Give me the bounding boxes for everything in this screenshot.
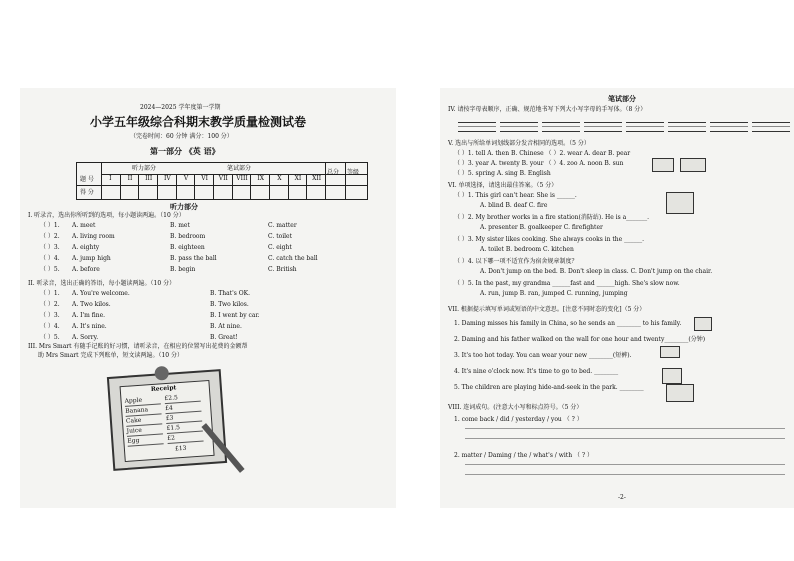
receipt-cost: £2.5	[164, 393, 201, 404]
handwriting-box[interactable]	[710, 122, 748, 132]
receipt-item: Egg	[127, 435, 164, 446]
score-column-7: VII	[213, 175, 233, 199]
receipt-rows	[124, 392, 209, 448]
q7-items	[454, 320, 794, 400]
q1-option-c: C. eight	[268, 244, 292, 251]
writing-header: 笔试部分	[227, 165, 252, 172]
score-column-4: IV	[157, 175, 177, 199]
q2-option-b: B. I went by car.	[210, 312, 260, 319]
q5-row-2: （ ）3. year A. twenty B. your （ ）4. zoo A. noon B. sun	[454, 160, 624, 167]
page-number: -2-	[618, 494, 626, 501]
q8-item-1: 1. come back / did / yesterday / you （ ? ）	[454, 416, 583, 423]
score-column-10: X	[269, 175, 289, 199]
question-numerals	[101, 174, 325, 185]
q1-item-number: （ ）5.	[40, 266, 60, 273]
q2-item-number: （ ）2.	[40, 301, 60, 308]
q2-instruction: II. 听录音，选出正确的答语，每小题读两遍。（10 分）	[28, 280, 176, 287]
score-column-9: IX	[250, 175, 270, 199]
q1-items	[40, 222, 380, 282]
handwriting-box[interactable]	[668, 122, 706, 132]
listening-section-title: 听力部分	[170, 202, 198, 211]
exam-title: 小学五年级综合科期末教学质量检测试卷	[90, 115, 307, 129]
q6-options: A. presenter B. goalkeeper C. firefighter	[480, 224, 603, 231]
listening-header: 听力部分	[132, 165, 157, 172]
receipt-item: Apple	[124, 395, 161, 406]
q2-option-a: A. You're welcome.	[72, 290, 130, 297]
zoo-picture-icon	[652, 158, 674, 172]
q2-option-a: A. I'm fine.	[72, 312, 106, 319]
q7-item: 2. Daming and his father walked on the wall for one hour and twenty________(分钟)	[454, 336, 706, 343]
receipt-cost: £3	[166, 413, 203, 424]
score-table	[76, 162, 368, 200]
q3-line-1: III. Mrs Smart 有随手记账的好习惯，请听录音，在相应的位置写出花费的金额帮	[28, 343, 248, 350]
q6-question: （ ）2. My brother works in a fire station(消防站). He is a_______.	[454, 214, 650, 221]
q7-item: 1. Daming misses his family in China, so he sends an ________ to his family.	[454, 320, 682, 327]
q2-item-number: （ ）3.	[40, 312, 60, 319]
receipt-cost: £2	[167, 433, 204, 444]
q6-question: （ ）4. 以下哪一项不适宜作为宿舍规章制度？	[454, 258, 578, 265]
q7-item: 3. It's too hot today. You can wear your new ________(短裤).	[454, 352, 632, 359]
q2-option-b: B. At nine.	[210, 323, 242, 330]
exam-page-2	[440, 88, 794, 508]
q1-option-b: B. eighteen	[170, 244, 205, 251]
q1-item-number: （ ）4.	[40, 255, 60, 262]
receipt-paper	[120, 380, 215, 462]
total-header: 总分	[327, 169, 340, 176]
q2-item-number: （ ）5.	[40, 334, 60, 341]
sun-picture-icon	[680, 158, 706, 172]
q7-item: 4. It's nine o'clock now. It's time to go to bed. ________	[454, 368, 619, 375]
q6-options: A. run, jump B. ran, jumped C. running, jumping	[480, 290, 628, 297]
time-info: （完卷时间：60 分钟 满分：100 分）	[130, 133, 233, 140]
receipt-board	[107, 369, 227, 471]
score-column-3: III	[138, 175, 158, 199]
score-column-5: V	[176, 175, 196, 199]
part-title: 第一部分 《英 语》	[150, 146, 220, 156]
handwriting-lines	[458, 122, 794, 134]
q1-option-a: A. jump high	[72, 255, 111, 262]
q8-instruction: VIII. 连词成句。(注意大小写和标点符号。（5 分）	[448, 404, 583, 411]
q1-option-b: B. met	[170, 222, 190, 229]
q7-item: 5. The children are playing hide-and-seek in the park. ________	[454, 384, 644, 391]
q1-option-a: A. living room	[72, 233, 115, 240]
row-label-score: 得 分	[80, 189, 94, 196]
q1-option-a: A. before	[72, 266, 100, 273]
clock-picture-icon	[662, 368, 682, 384]
pin-icon	[154, 366, 169, 381]
q1-option-b: B. begin	[170, 266, 196, 273]
q7-instruction: VII. 根据提示填写单词或短语的中文意思。[注意不同时态的变化]（5 分）	[448, 306, 646, 313]
handwriting-box[interactable]	[542, 122, 580, 132]
q2-option-b: B. That's OK.	[210, 290, 251, 297]
q6-instruction: VI. 单项选择，请选出最佳答案。（5 分）	[448, 182, 558, 189]
handwriting-box[interactable]	[458, 122, 496, 132]
q5-row-3: （ ）5. spring A. sing B. English	[454, 170, 551, 177]
grade-header: 等级	[347, 169, 360, 176]
q1-option-c: C. matter	[268, 222, 297, 229]
q2-option-b: B. Two kilos.	[210, 301, 249, 308]
score-column-12: XII	[306, 175, 326, 199]
handwriting-box[interactable]	[752, 122, 790, 132]
q2-option-a: A. Two kilos.	[72, 301, 111, 308]
q6-question: （ ）5. In the past, my grandma ______fast and ______high. She's slow now.	[454, 280, 680, 287]
q1-item-number: （ ）1.	[40, 222, 60, 229]
q1-option-c: C. British	[268, 266, 297, 273]
q2-option-a: A. It's nine.	[72, 323, 107, 330]
q3-line-2: 助 Mrs Smart 完成下列账单，短文读两遍。（10 分）	[38, 352, 184, 359]
score-column-11: XI	[288, 175, 308, 199]
handwriting-box[interactable]	[626, 122, 664, 132]
q5-row-1: （ ）1. tell A. then B. Chinese （ ）2. wear A. dear B. pear	[454, 150, 631, 157]
q1-option-b: B. bedroom	[170, 233, 206, 240]
q1-item-number: （ ）2.	[40, 233, 60, 240]
q1-option-a: A. meet	[72, 222, 96, 229]
q6-options: A. Don't jump on the bed. B. Don't sleep in class. C. Don't jump on the chair.	[480, 268, 713, 275]
term-label: 2024—2025 学年度第一学期	[140, 104, 221, 111]
score-column-6: VI	[194, 175, 214, 199]
hide-and-seek-picture-icon	[666, 384, 694, 402]
receipt-cost: £4	[165, 403, 202, 414]
q6-items	[454, 192, 794, 302]
shorts-picture-icon	[660, 346, 680, 358]
score-column-8: VIII	[232, 175, 252, 199]
q1-item-number: （ ）3.	[40, 244, 60, 251]
score-column-2: II	[120, 175, 140, 199]
envelope-picture-icon	[694, 317, 712, 331]
handwriting-box[interactable]	[584, 122, 622, 132]
q1-option-c: C. catch the ball	[268, 255, 318, 262]
receipt-cost: £1.5	[166, 423, 203, 434]
receipt-header: Receipt	[150, 384, 177, 394]
q5-instruction: V. 选出与所给单词划线部分发音相同的选项。（5 分）	[448, 140, 590, 147]
q2-item-number: （ ）4.	[40, 323, 60, 330]
q1-instruction: I. 听录音，选出你所听到的选项，每小题读两遍。（10 分）	[28, 212, 185, 219]
q1-option-a: A. eighty	[72, 244, 100, 251]
q6-options: A. toilet B. bedroom C. kitchen	[480, 246, 574, 253]
blind-girl-picture-icon	[666, 192, 694, 214]
receipt-item: Juice	[126, 425, 163, 436]
q8-item-2: 2. matter / Daming / the / what's / with （ ? ）	[454, 452, 593, 459]
q2-item-number: （ ）1.	[40, 290, 60, 297]
receipt-total: £13	[174, 444, 187, 453]
q2-option-b: B. Great!	[210, 334, 238, 341]
q1-option-c: C. toilet	[268, 233, 293, 240]
receipt-item: Cake	[126, 415, 163, 426]
q6-question: （ ）1. This girl can't hear. She is ______.	[454, 192, 577, 199]
q2-items	[40, 290, 380, 350]
row-label-number: 题 号	[80, 176, 94, 183]
handwriting-box[interactable]	[500, 122, 538, 132]
q6-options: A. blind B. deaf C. fire	[480, 202, 548, 209]
receipt-item: Banana	[125, 405, 162, 416]
q1-option-b: B. pass the ball	[170, 255, 217, 262]
q6-question: （ ）3. My sister likes cooking. She always cooks in the ______.	[454, 236, 645, 243]
exam-page-1	[20, 88, 396, 508]
writing-section-header: 笔试部分	[608, 94, 636, 103]
score-column-1: I	[109, 175, 112, 182]
q4-instruction: IV. 请按字母表顺序，正确、规范地书写下列大小写字母的手写体。（8 分）	[448, 106, 647, 113]
q2-option-a: A. Sorry.	[72, 334, 99, 341]
